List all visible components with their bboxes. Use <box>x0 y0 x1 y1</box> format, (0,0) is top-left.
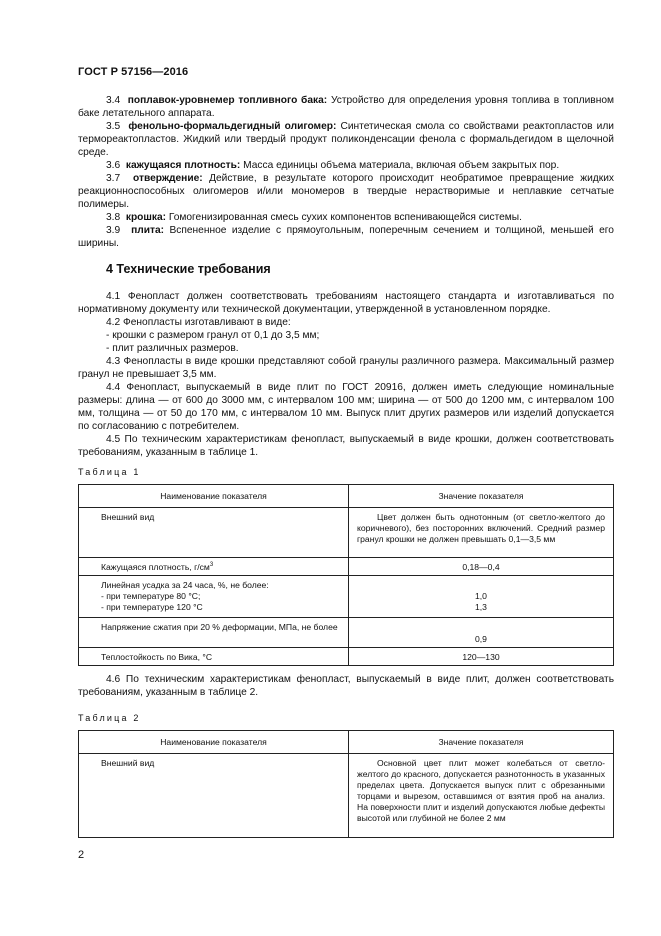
definition-3-4: 3.4 поплавок-уровнемер топливного бака: Устройство для определения уровня топлива в топливном баке летательного аппарата. <box>78 95 614 119</box>
table-cell: Кажущаяся плотность, $г/см^3$ <box>79 558 349 576</box>
section-4-body <box>78 290 614 459</box>
table-row <box>79 508 614 558</box>
table-1 <box>78 484 614 666</box>
table-header-row <box>79 485 614 508</box>
table-row <box>79 754 614 838</box>
table-cell: 120—130 <box>349 648 614 666</box>
table-2 <box>78 730 614 838</box>
paragraph-4-1: 4.1 Фенопласт должен соответствовать требованиям настоящего стандарта и изготавливаться по нормативному документу или технической документации, утвержденной в установленном порядке. <box>78 291 614 315</box>
table-row <box>79 576 614 618</box>
definition-3-5: 3.5 фенольно-формальдегидный олигомер: Синтетическая смола со свойствами реактопластов или термореактопластов. Жидкий или твердый продукт поликонденсации фенола с формальдегидом в щелочной среде. <box>78 121 614 158</box>
table-cell: Основной цвет плит может колебаться от светло-желтого до красного, допускается разнотонность в указанных пределах цвета. Допускается выпуск плит с обрезанными торцами и вырезом, оставшимся от взятия проб на анализ. На поверхности плит и изделий допускаются любые дефекты высотой или глубиной не более 2 мм <box>349 754 614 838</box>
paragraph-4-3: 4.3 Фенопласты в виде крошки представляют собой гранулы различного размера. Максимальный размер гранул не превышает 3,5 мм. <box>78 356 614 380</box>
table-cell: 1,0 1,3 <box>349 576 614 618</box>
list-item: - крошки с размером гранул от 0,1 до 3,5 мм; <box>106 330 320 341</box>
paragraph-4-6: 4.6 По техническим характеристикам фенопласт, выпускаемый в виде плит, должен соответствовать требованиям, указанным в таблице 2. <box>78 674 614 698</box>
page-number: 2 <box>78 849 85 861</box>
definition-3-7: 3.7 отверждение: Действие, в результате которого происходит необратимое превращение жидких реакционноспособных олигомеров и/или мономеров в твердые нерастворимые и неплавкие сетчатые полимеры. <box>78 173 614 210</box>
table-row <box>79 558 614 576</box>
table-column-header: Значение показателя <box>349 485 614 508</box>
definitions-block <box>78 94 614 250</box>
table-cell: Внешний вид <box>79 754 349 838</box>
paragraph-4-2: 4.2 Фенопласты изготавливают в виде: <box>106 317 291 328</box>
table-column-header: Значение показателя <box>349 731 614 754</box>
definition-3-9: 3.9 плита: Вспененное изделие с прямоугольным, поперечным сечением и толщиной, меньшей его ширины. <box>78 225 614 249</box>
table-header-row <box>79 731 614 754</box>
paragraph-4-6-block <box>78 673 614 699</box>
list-item: - плит различных размеров. <box>106 343 239 354</box>
table-cell: Внешний вид <box>79 508 349 558</box>
document-header: ГОСТ Р 57156—2016 <box>78 66 189 78</box>
table-cell: 0,18—0,4 <box>349 558 614 576</box>
table-cell: Напряжение сжатия при 20 % деформации, МПа, не более <box>79 618 349 648</box>
table-1-caption: Таблица 1 <box>78 467 141 477</box>
table-column-header: Наименование показателя <box>79 731 349 754</box>
table-cell: Теплостойкость по Вика, °С <box>79 648 349 666</box>
table-cell: Линейная усадка за 24 часа, %, не более: - при температуре 80 °С; - при температуре 120 °С <box>79 576 349 618</box>
paragraph-4-5: 4.5 По техническим характеристикам фенопласт, выпускаемый в виде крошки, должен соответствовать требованиям, указанным в таблице 1. <box>78 434 614 458</box>
table-2-caption: Таблица 2 <box>78 713 141 723</box>
table-cell: 0,9 <box>349 618 614 648</box>
definition-3-8: 3.8 крошка: Гомогенизированная смесь сухих компонентов вспенивающейся системы. <box>106 212 522 223</box>
section-title: 4 Технические требования <box>106 262 271 276</box>
table-column-header: Наименование показателя <box>79 485 349 508</box>
table-row <box>79 648 614 666</box>
table-cell: Цвет должен быть однотонным (от светло-желтого до коричневого), без посторонних включений. Средний размер гранул крошки не должен превышать 0,1—3,5 мм <box>349 508 614 558</box>
table-row <box>79 618 614 648</box>
paragraph-4-4: 4.4 Фенопласт, выпускаемый в виде плит по ГОСТ 20916, должен иметь следующие номинальные размеры: длина — от 600 до 3000 мм, с интервалом 100 мм; ширина — от 500 до 1200 мм, с интервалом 100 мм, толщина — от 50 до 170 мм, с интервалом 10 мм. Выпуск плит других размеров или изделий допускается по согласованию с потребителем. <box>78 382 614 432</box>
definition-3-6: 3.6 кажущаяся плотность: Масса единицы объема материала, включая объем закрытых пор. <box>106 160 560 171</box>
